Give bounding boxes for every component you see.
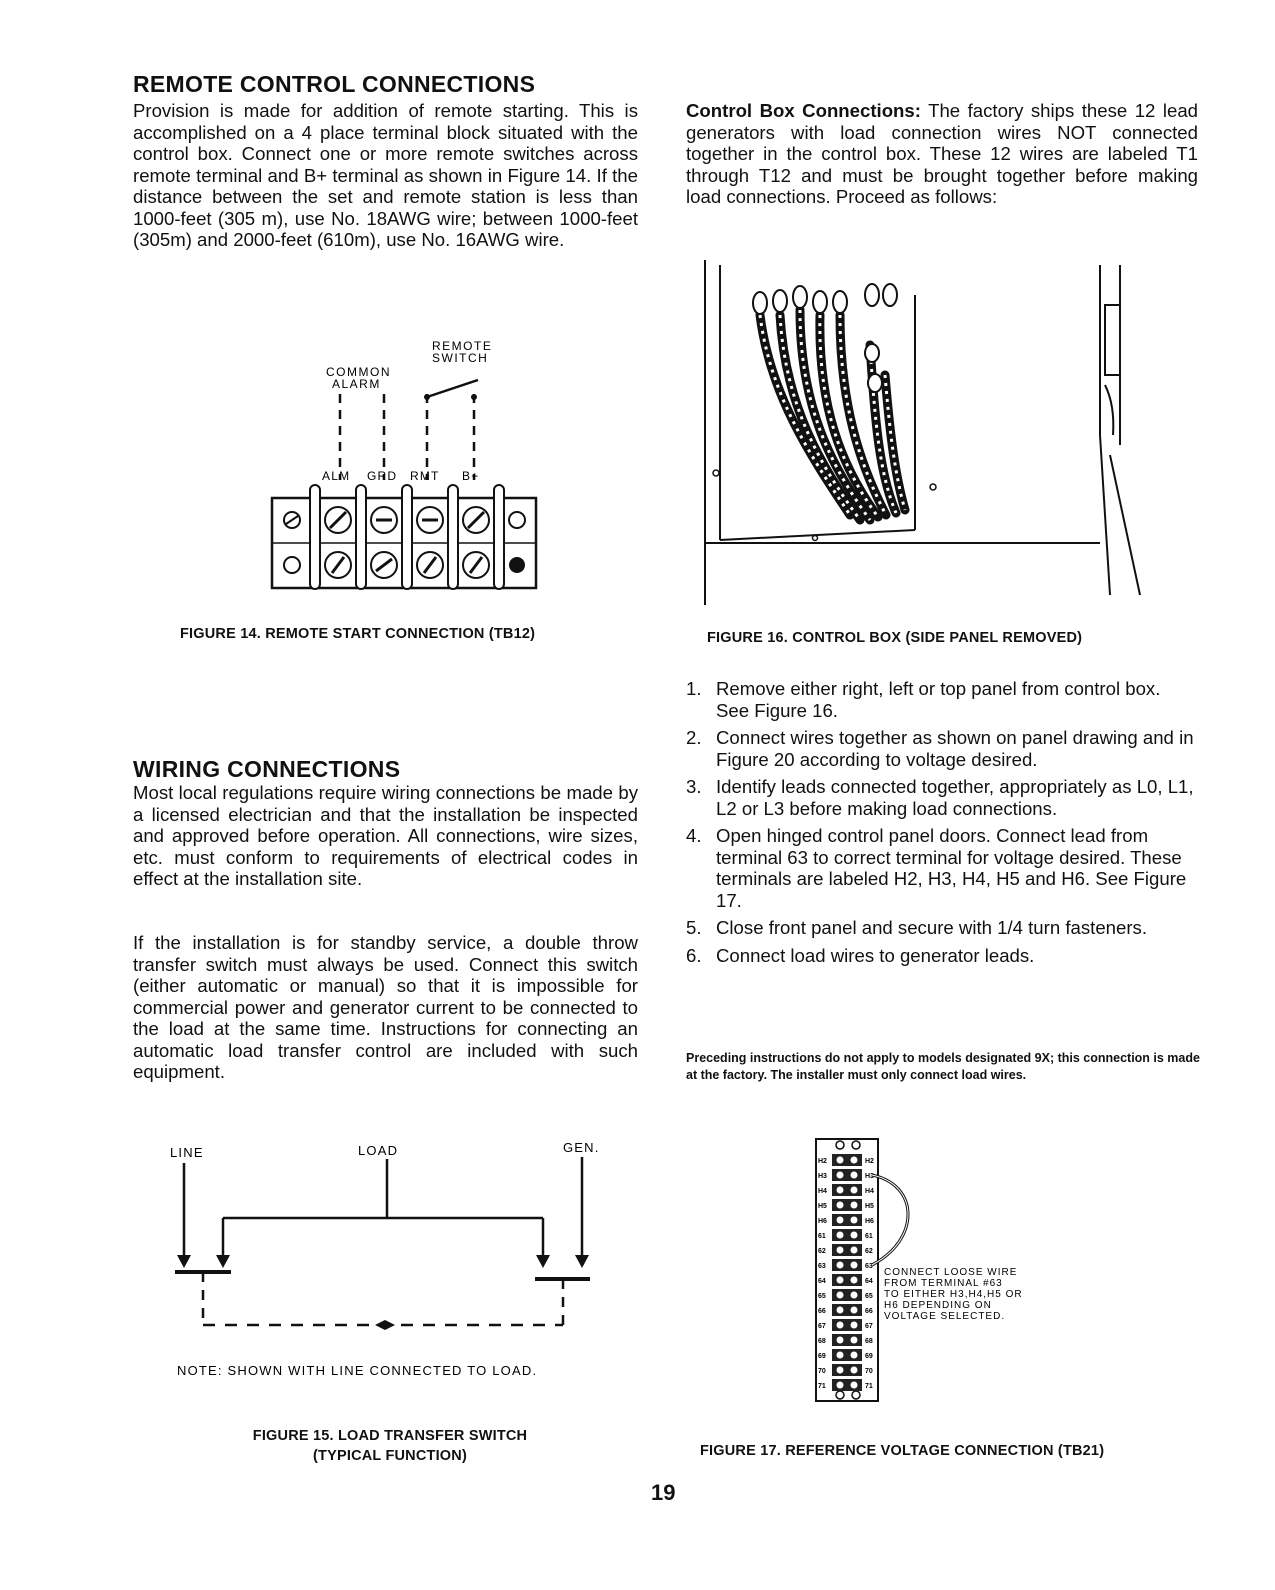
- terminal-label-left: 64: [818, 1278, 826, 1285]
- terminal-label-right: 71: [865, 1383, 873, 1390]
- terminal-label-left: 61: [818, 1233, 826, 1240]
- step-4-number: 4.: [686, 825, 702, 846]
- page-number: 19: [651, 1480, 676, 1505]
- terminal-label-left: 63: [818, 1263, 826, 1270]
- terminal-label-right: 62: [865, 1248, 873, 1255]
- step-1-number: 1.: [686, 678, 702, 699]
- figure-17-note: [884, 1267, 1023, 1322]
- preceding-instructions-note: Preceding instructions do not apply to models designated 9X; this connection is made at the factory. The installer must only connect load wires.: [686, 1051, 1200, 1082]
- terminal-label-alm: ALM: [322, 469, 351, 483]
- step-2: [686, 727, 1198, 770]
- terminal-label-left: 68: [818, 1338, 826, 1345]
- figure-17-note-line-5: VOLTAGE SELECTED.: [884, 1311, 1006, 1322]
- step-3-text: Identify leads connected together, appropriately as L0, L1, L2 or L3 before making load connections.: [716, 776, 1194, 819]
- label-common-alarm-2: ALARM: [332, 377, 381, 391]
- step-5-text: Close front panel and secure with 1/4 turn fasteners.: [716, 917, 1147, 938]
- step-5-number: 5.: [686, 917, 702, 938]
- step-4: [686, 825, 1198, 911]
- terminal-label-right: H3: [865, 1173, 874, 1180]
- terminal-label-left: 66: [818, 1308, 826, 1315]
- figure-17-note-line-3: TO EITHER H3,H4,H5 OR: [884, 1289, 1023, 1300]
- terminal-label-left: H2: [818, 1158, 827, 1165]
- terminal-label-left: 69: [818, 1353, 826, 1360]
- terminal-label-left: H4: [818, 1188, 827, 1195]
- figure-14-caption: FIGURE 14. REMOTE START CONNECTION (TB12): [180, 626, 536, 642]
- step-2-text: Connect wires together as shown on panel drawing and in Figure 20 according to voltage desired.: [716, 727, 1194, 770]
- figure-17-note-line-1: CONNECT LOOSE WIRE: [884, 1267, 1018, 1278]
- figure-17-terminal-strip: [810, 1135, 1070, 1410]
- step-4-text: Open hinged control panel doors. Connect lead from terminal 63 to correct terminal for voltage desired. These terminals are labeled H2, H3, H4, H5 and H6. See Figure 17.: [716, 825, 1187, 911]
- control-box-lead: Control Box Connections:: [686, 100, 921, 121]
- label-common-alarm-1: COMMON: [326, 365, 391, 379]
- control-box-body: The factory ships these 12 lead generators with load connection wires NOT connected together in the control box. These 12 wires are labeled T1 through T12 and must be brought together before making load connections. Proceed as follows:: [686, 100, 1198, 207]
- step-6-number: 6.: [686, 944, 702, 966]
- remote-control-body: Provision is made for addition of remote starting. This is accomplished on a 4 place terminal block situated with the control box. Connect one or more remote switches across remote terminal and B+ terminal as shown in Figure 14. If the distance between the set and remote station is less than 1000-feet (305 m), use No. 18AWG wire; between 1000-feet (305m) and 2000-feet (610m), use No. 16AWG wire.: [133, 100, 638, 250]
- figure-17-note-line-4: H6 DEPENDING ON: [884, 1300, 992, 1311]
- terminal-label-left: 71: [818, 1383, 826, 1390]
- label-line: LINE: [170, 1145, 204, 1160]
- terminal-label-grd: GRD: [367, 469, 398, 483]
- terminal-label-left: H5: [818, 1203, 827, 1210]
- step-1: [686, 678, 1198, 721]
- wiring-heading: WIRING CONNECTIONS: [133, 756, 401, 782]
- terminal-label-left: 67: [818, 1323, 826, 1330]
- figure-15-caption-line-1: FIGURE 15. LOAD TRANSFER SWITCH: [252, 1428, 528, 1444]
- figure-15-caption-line-2: (TYPICAL FUNCTION): [313, 1448, 467, 1464]
- figure-16-control-box-illustration: [700, 255, 1150, 610]
- terminal-label-right: H2: [865, 1158, 874, 1165]
- remote-control-heading: REMOTE CONTROL CONNECTIONS: [133, 71, 536, 97]
- terminal-label-right: H4: [865, 1188, 874, 1195]
- step-2-number: 2.: [686, 727, 702, 748]
- step-3-number: 3.: [686, 776, 702, 797]
- figure-16-caption: FIGURE 16. CONTROL BOX (SIDE PANEL REMOVED): [707, 630, 1083, 646]
- control-box-paragraph: [686, 100, 1198, 208]
- step-5: [686, 917, 1198, 939]
- step-1-text: Remove either right, left or top panel from control box. See Figure 16.: [716, 678, 1161, 721]
- figure-17-note-line-2: FROM TERMINAL #63: [884, 1278, 1003, 1289]
- figure-15-caption: [230, 1426, 550, 1466]
- label-gen: GEN.: [563, 1140, 600, 1155]
- label-load: LOAD: [358, 1143, 399, 1158]
- terminal-label-right: H6: [865, 1218, 874, 1225]
- step-3: [686, 776, 1198, 819]
- terminal-label-left: H6: [818, 1218, 827, 1225]
- terminal-label-right: 63: [865, 1263, 873, 1270]
- procedure-steps: [686, 678, 1198, 972]
- terminal-label-right: 65: [865, 1293, 873, 1300]
- figure-15-note: NOTE: SHOWN WITH LINE CONNECTED TO LOAD.: [177, 1363, 538, 1378]
- terminal-label-right: 66: [865, 1308, 873, 1315]
- step-6: [686, 945, 1198, 967]
- terminal-label-left: 70: [818, 1368, 826, 1375]
- figure-15-transfer-switch: [165, 1135, 615, 1385]
- terminal-label-left: 62: [818, 1248, 826, 1255]
- terminal-label-right: 61: [865, 1233, 873, 1240]
- terminal-label-right: H5: [865, 1203, 874, 1210]
- terminal-label-rmt: RMT: [410, 469, 440, 483]
- wiring-body-2: If the installation is for standby service, a double throw transfer switch must always be used. Connect this switch (either automatic or manual) so that it is impossible for commercial power and generator current to be connected to the load at the same time. Instructions for connecting an automatic load transfer control are included with such equipment.: [133, 932, 638, 1082]
- terminal-label-right: 69: [865, 1353, 873, 1360]
- label-remote-switch-1: REMOTE: [432, 339, 493, 353]
- terminal-label-right: 67: [865, 1323, 873, 1330]
- switch-lever: [427, 380, 478, 397]
- figure-17-caption: FIGURE 17. REFERENCE VOLTAGE CONNECTION (TB21): [700, 1443, 1105, 1459]
- terminal-label-left: 65: [818, 1293, 826, 1300]
- terminal-label-bplus: B+: [462, 469, 480, 483]
- terminal-label-right: 64: [865, 1278, 873, 1285]
- terminal-label-right: 68: [865, 1338, 873, 1345]
- terminal-label-right: 70: [865, 1368, 873, 1375]
- terminal-label-left: H3: [818, 1173, 827, 1180]
- step-6-text: Connect load wires to generator leads.: [716, 944, 1035, 966]
- figure-14-terminal-block: [270, 330, 560, 600]
- wiring-body-1: Most local regulations require wiring connections be made by a licensed electrician and that the installation be inspected and approved before operation. All connections, wire sizes, etc. must conform to requirements of electrical codes in effect at the installation site.: [133, 782, 638, 889]
- label-remote-switch-2: SWITCH: [432, 351, 489, 365]
